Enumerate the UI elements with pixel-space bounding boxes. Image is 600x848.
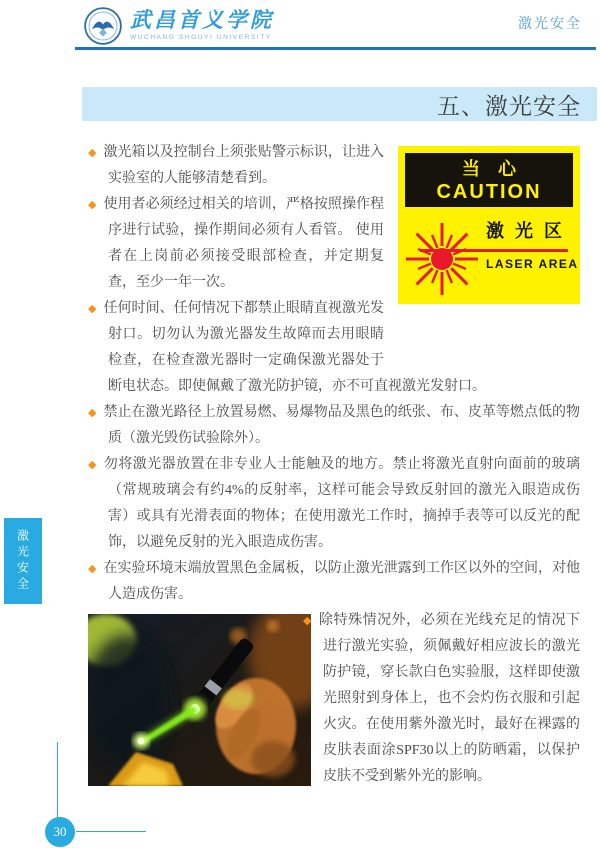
chapter-side-tab (4, 518, 42, 604)
safety-bullet-6 (88, 556, 580, 608)
section-title: 五、激光安全 (437, 93, 581, 119)
bullet-text: 禁止在激光路径上放置易燃、易爆物品及黑色的纸张、布、皮革等燃点低的物质（激光毁伤试验除外）。 (103, 405, 580, 446)
page-number: 30 (53, 824, 67, 839)
section-title-bar (82, 87, 597, 121)
university-logo (84, 7, 274, 45)
caution-text-en: CAUTION (436, 181, 542, 203)
laser-area-text-zh: 激光区 (486, 221, 573, 241)
laser-starburst-icon (404, 221, 480, 297)
bullet-diamond-icon: ◆ (88, 303, 97, 315)
bullet-text: 激光箱以及控制台上须张贴警示标识，让进入实验室的人能够清楚看到。 (103, 145, 385, 186)
university-name-zh: 武昌首义学院 (130, 8, 274, 33)
footer-vertical-line (57, 742, 58, 820)
caution-text-zh: 当心 (462, 159, 534, 179)
safety-bullet-5 (88, 452, 580, 556)
laser-area-text-en: LASER AREA (486, 257, 579, 271)
page-number-badge (45, 817, 75, 847)
footer-horizontal-line (76, 831, 146, 832)
bullet-diamond-icon: ◆ (88, 563, 97, 575)
bullet-text: 勿将激光器放置在非专业人士能触及的地方。禁止将激光直射向面前的玻璃（常规玻璃会有约4%的反射率，这样可能会导致反射回的激光入眼造成伤害）或具有光滑表面的物体；在使用激光工作时，摘掉手表等可以反光的配饰，以避免反射的光入眼造成伤害。 (103, 457, 580, 550)
bullet-text: 使用者必须经过相关的培训，严格按照操作程序进行试验，操作期间必须有人看管。 使用者在上岗前必须接受眼部检查，并定期复查，至少一年一次。 (103, 197, 385, 290)
bullet-diamond-icon: ◆ (303, 615, 312, 627)
content-area (88, 140, 580, 816)
running-head-label: 激光安全 (518, 17, 582, 32)
bullet-text: 在实验环境末端放置黑色金属板，以防止激光泄露到工作区以外的空间，对他人造成伤害。 (103, 561, 580, 602)
caution-sign-band (405, 153, 573, 207)
header-rule (75, 47, 596, 50)
bullet-diamond-icon: ◆ (88, 199, 97, 211)
bullet-diamond-icon: ◆ (88, 407, 97, 419)
caution-sign-lower (398, 219, 580, 272)
bullet-text: 除特殊情况外，必须在光线充足的情况下进行激光实验，须佩戴好相应波长的激光防护镜，穿长款白色实验服，这样即使激光照射到身体上，也不会灼伤衣服和引起火灾。在使用紫外激光时，最好在裸露的皮肤表面涂SPF30以上的防晒霜，以保护皮肤不受到紫外光的影响。 (319, 613, 581, 784)
university-name-en: WUCHANG SHOUYI UNIVERSITY (130, 34, 272, 42)
bullet-diamond-icon: ◆ (88, 459, 97, 471)
university-emblem-icon (84, 7, 122, 45)
bullet-diamond-icon: ◆ (88, 147, 97, 159)
university-name (130, 10, 274, 42)
laser-pointer-photo (88, 614, 311, 786)
bullet-text: 任何时间、任何情况下都禁止眼睛直视激光发射口。切勿认为激光器发生故障而去用眼睛检查，在检查激光器时一定确保激光器处于断电状态。即使佩戴了激光防护镜，亦不可直视激光发射口。 (103, 301, 486, 394)
safety-bullet-4 (88, 400, 580, 452)
laser-caution-sign (398, 146, 580, 304)
safety-bullet-3 (88, 296, 580, 400)
chapter-side-tab-label: 激光安全 (15, 529, 30, 593)
